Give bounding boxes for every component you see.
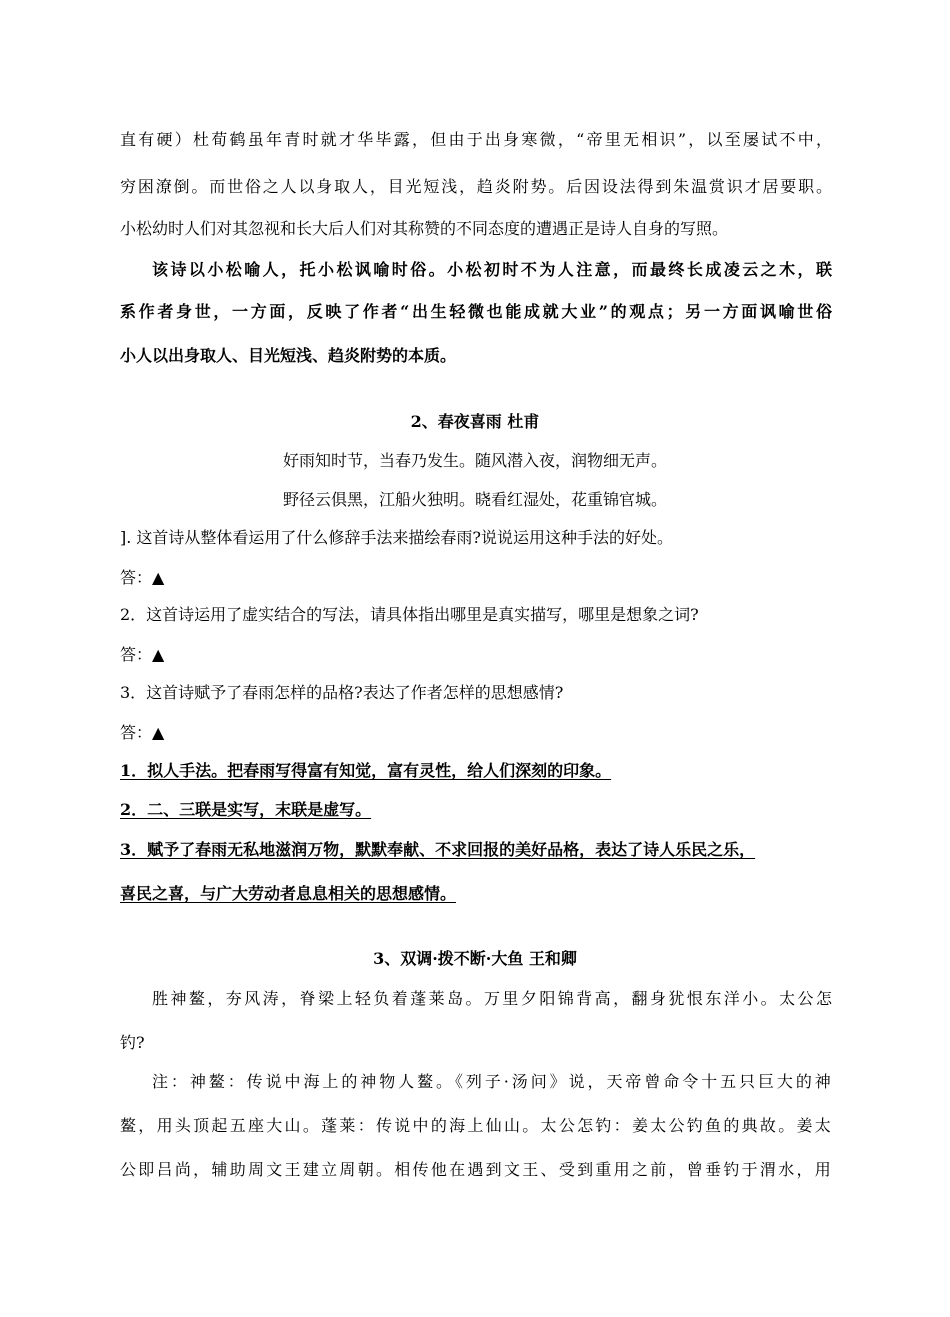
poem2-title: 2、春夜喜雨 杜甫 [410,412,540,431]
poem3-note-line-2: 鳌，用头顶起五座大山。蓬莱：传说中的海上仙山。太公怎钓：姜太公钓鱼的典故。姜太 [120,1116,832,1135]
poem3-note-line-1: 注：神鳌：传说中海上的神物人鳌。《列子·汤问》说，天帝曾命令十五只巨大的神 [152,1072,832,1091]
poem2-answer-3-line-1: 3．赋予了春雨无私地滋润万物，默默奉献、不求回报的美好品格，表达了诗人乐民之乐， [120,840,756,859]
intro-line-2: 穷困潦倒。而世俗之人以身取人，目光短浅，趋炎附势。后因设法得到朱温赏识才居要职。 [120,177,832,196]
intro-line-1: 直有硬）杜荀鹤虽年青时就才华毕露，但由于出身寒微，“帝里无相识”，以至屡试不中， [120,130,832,149]
intro-line-3: 小松幼时人们对其忽视和长大后人们对其称赞的不同态度的遭遇正是诗人自身的写照。 [120,219,729,238]
poem3-note-line-3: 公即吕尚，辅助周文王建立周朝。相传他在遇到文王、受到重用之前，曾垂钓于渭水，用 [120,1160,832,1179]
poem3-title: 3、双调·拨不断·大鱼 王和卿 [373,949,577,968]
poem2-verse-1: 好雨知时节，当春乃发生。随风潜入夜，润物细无声。 [282,451,667,470]
poem3-text-line-1: 胜神鳌，夯风涛，脊梁上轻负着蓬莱岛。万里夕阳锦背高，翻身犹恨东洋小。太公怎 [152,989,832,1008]
poem2-question-2: 2．这首诗运用了虚实结合的写法，请具体指出哪里是真实描写，哪里是想象之词? [120,605,699,624]
poem3-text-line-2: 钓? [120,1033,145,1052]
poem2-answer-2: 2．二、三联是实写，末联是虚写。 [120,800,372,819]
poem2-answer-placeholder-2: 答：▲ [120,645,165,664]
poem2-answer-3-line-2: 喜民之喜，与广大劳动者息息相关的思想感情。 [120,884,457,903]
summary-line-2: 系作者身世，一方面，反映了作者“出生轻微也能成就大业”的观点；另一方面讽喻世俗 [120,302,832,321]
summary-line-1: 该诗以小松喻人，托小松讽喻时俗。小松初时不为人注意，而最终长成凌云之木，联 [152,260,832,279]
poem2-question-1: ]. 这首诗从整体看运用了什么修辞手法来描绘春雨?说说运用这种手法的好处。 [120,528,673,547]
summary-line-3: 小人以出身取人、目光短浅、趋炎附势的本质。 [120,346,457,365]
poem2-verse-2: 野径云俱黑，江船火独明。晓看红湿处，花重锦官城。 [282,490,667,509]
poem2-answer-1: 1．拟人手法。把春雨写得富有知觉，富有灵性，给人们深刻的印象。 [120,761,612,780]
poem2-answer-placeholder-1: 答：▲ [120,568,165,587]
poem2-answer-placeholder-3: 答：▲ [120,723,165,742]
poem2-question-3: 3．这首诗赋予了春雨怎样的品格?表达了作者怎样的思想感情? [120,683,564,702]
